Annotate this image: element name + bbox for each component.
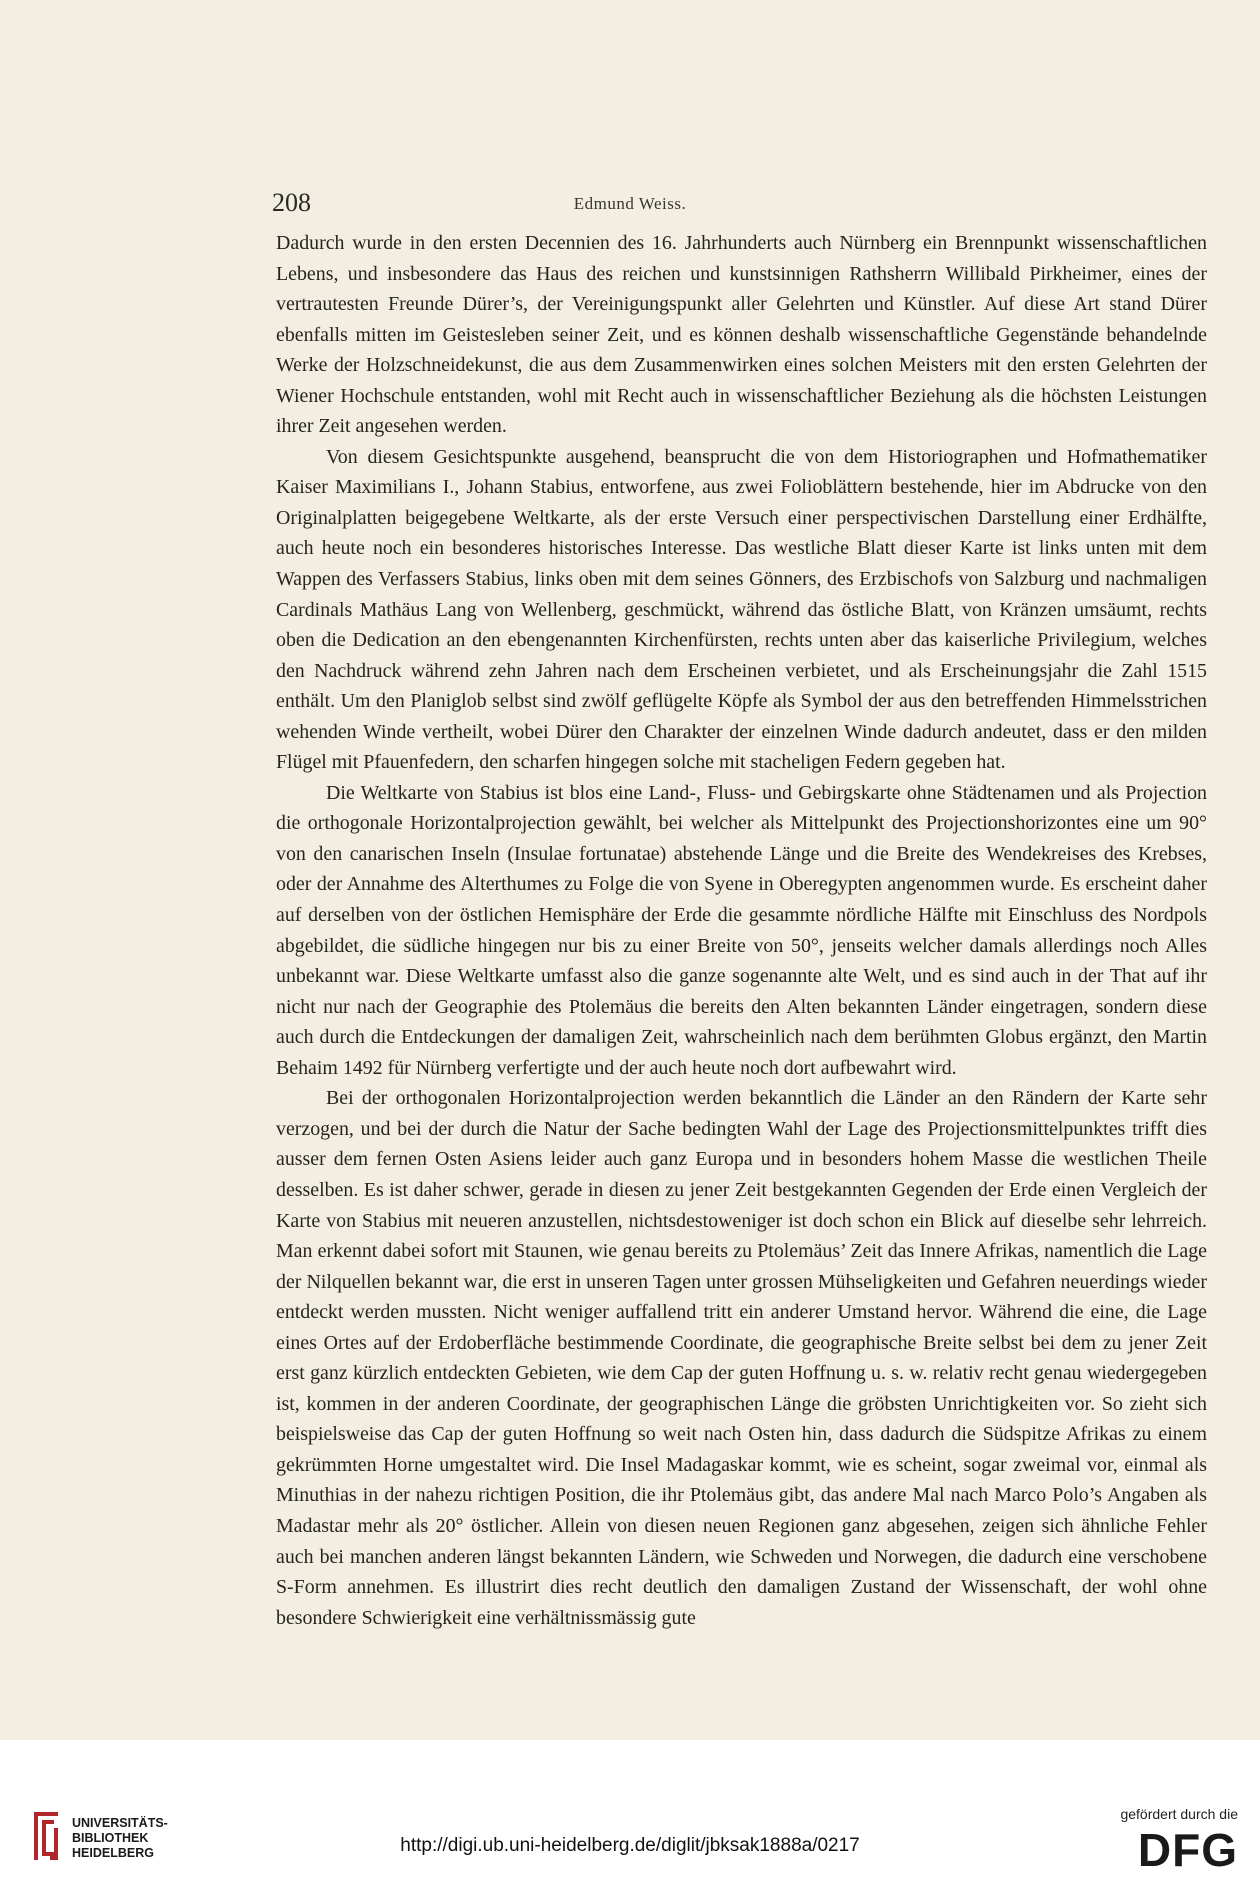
permalink-url[interactable]: http://digi.ub.uni-heidelberg.de/diglit/jbksak1888a/0217 [400,1835,860,1856]
page-number: 208 [272,188,311,217]
running-head: Edmund Weiss. [573,194,687,213]
paragraph-2: Von diesem Gesichtspunkte ausgehend, beansprucht die von dem Historiographen und Hofmathematiker Kaiser Maximilians I., Johann Stabius, entworfene, aus zwei Folioblättern bestehende, hier im Abdrucke von den Originalplatten beigegebene Weltkarte, als der erste Versuch einer perspectivischen Darstellung einer Erdhälfte, auch heute noch ein besonderes historisches Interesse. Das westliche Blatt dieser Karte ist links unten mit dem Wappen des Verfassers Stabius, links oben mit dem seines Gönners, des Erzbischofs von Salzburg und nachmaligen Cardinals Mathäus Lang von Wellenberg, geschmückt, während das östliche Blatt, von Kränzen umsäumt, rechts oben die Dedication an den ebengenannten Kirchenfürsten, rechts unten aber das kaiserliche Privilegium, welches den Nachdruck während zehn Jahren nach dem Erscheinen verbietet, und als Erscheinungsjahr die Zahl 1515 enthält. Um den Planiglob selbst sind zwölf geflügelte Köpfe als Symbol der aus den betreffenden Himmelsstrichen wehenden Winde vertheilt, wobei Dürer den Charakter der einzelnen Winde dadurch andeutet, dass er den milden Flügel mit Pfauenfedern, den scharfen hingegen solche mit stacheligen Federn gegeben hat. [276,445,1207,774]
library-line-2: BIBLIOTHEK [72,1831,149,1845]
paragraph-1: Dadurch wurde in den ersten Decennien des 16. Jahrhunderts auch Nürnberg ein Brennpunkt wissenschaftlichen Lebens, und insbesondere das Haus des reichen und kunstsinnigen Rathsherrn Willibald Pirkheimer, eines der vertrautesten Freunde Dürer’s, der Vereinigungspunkt aller Gelehrten und Künstler. Auf diese Art stand Dürer ebenfalls mitten im Geistesleben seiner Zeit, und es können deshalb wissenschaftliche Gegenstände behandelnde Werke der Holzschneidekunst, die aus dem Zusammenwirken eines solchen Meisters mit den ersten Gelehrten der Wiener Hochschule entstanden, wohl mit Recht auch in wissenschaftlicher Beziehung als die höchsten Leistungen ihrer Zeit angesehen werden. [276,232,1207,438]
library-line-3: HEIDELBERG [72,1846,154,1860]
paragraph-3: Die Weltkarte von Stabius ist blos eine Land-, Fluss- und Gebirgskarte ohne Städtenamen und als Projection die orthogonale Horizontalprojection gewählt, bei welcher als Mittelpunkt des Projectionshorizontes eine um 90° von den canarischen Inseln (Insulae fortunatae) abstehende Länge und die Breite des Wendekreises des Krebses, oder der Annahme des Alterthumes zu Folge die von Syene in Oberegypten angenommen wurde. Es erscheint daher auf derselben von der östlichen Hemisphäre der Erde die gesammte nördliche Hälfte mit Einschluss des Nordpols abgebildet, die südliche hingegen nur bis zu einer Breite von 50°, jenseits welcher damals allerdings noch Alles unbekannt war. Diese Weltkarte umfasst also die ganze sogenannte alte Welt, und es sind auch in der That auf ihr nicht nur nach der Geographie des Ptolemäus die bereits den Alten bekannten Länder eingetragen, sondern diese auch durch die Entdeckungen der damaligen Zeit, wahrscheinlich nach dem berühmten Globus ergänzt, den Martin Behaim 1492 für Nürnberg verfertigte und der auch heute noch dort aufbewahrt wird. [276,781,1207,1079]
funding-caption: gefördert durch die [1120,1806,1238,1822]
dfg-logo: DFG [1137,1824,1238,1876]
body-text [276,228,1207,1633]
library-line-1: UNIVERSITÄTS- [72,1816,168,1830]
paragraph-4: Bei der orthogonalen Horizontalprojection werden bekanntlich die Länder an den Rändern der Karte sehr verzogen, und bei der durch die Natur der Sache bedingten Wahl der Lage des Projectionsmittelpunktes trifft dies ausser dem fernen Osten Asiens leider auch ganz Europa und in besonders hohem Masse die westlichen Theile desselben. Es ist daher schwer, gerade in diesen zu jener Zeit bestgekannten Gegenden der Erde einen Vergleich der Karte von Stabius mit neueren anzustellen, nichtsdestoweniger ist doch schon ein Blick auf dieselbe sehr lehrreich. Man erkennt dabei sofort mit Staunen, wie genau bereits zu Ptolemäus’ Zeit das Innere Afrikas, namentlich die Lage der Nilquellen bekannt war, die erst in unseren Tagen unter grossen Mühseligkeiten und Gefahren neuerdings wieder entdeckt werden mussten. Nicht weniger auffallend tritt ein anderer Umstand hervor. Während die eine, die Lage eines Ortes auf der Erdoberfläche bestimmende Coordinate, die geographische Breite selbst bei dem zu jener Zeit erst ganz kürzlich entdeckten Gebieten, wie dem Cap der guten Hoffnung u. s. w. relativ recht genau wiedergegeben ist, kommen in der anderen Coordinate, der geographischen Länge die gröbsten Unrichtigkeiten vor. So zieht sich beispielsweise das Cap der guten Hoffnung so weit nach Osten hin, dass dadurch die Südspitze Afrikas zu einem gekrümmten Horne umgestaltet wird. Die Insel Madagaskar kommt, wie es scheint, sogar zweimal vor, einmal als Minuthias in der nahezu richtigen Position, die ihr Ptolemäus gibt, das andere Mal nach Marco Polo’s Angaben als Madastar mehr als 20° östlicher. Allein von diesen neuen Regionen ganz abgesehen, zeigen sich ähnliche Fehler auch bei manchen anderen längst bekannten Ländern, wie Schweden und Norwegen, die dadurch eine verschobene S-Form annehmen. Es illustrirt dies recht deutlich den damaligen Zustand der Wissenschaft, der wohl ohne besondere Schwierigkeit eine verhältnissmässig gute [276,1087,1207,1629]
footer-bar [0,1740,1260,1885]
